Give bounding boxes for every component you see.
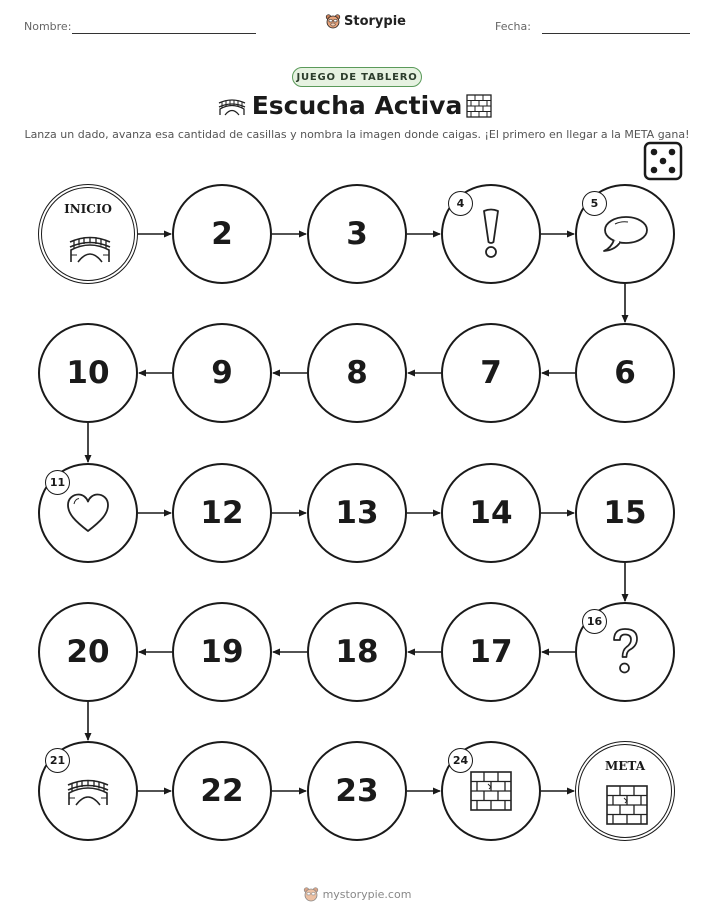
board-space-22 (172, 741, 272, 841)
board-space-14 (441, 463, 541, 563)
start-label: INICIO (64, 202, 112, 216)
space-number-badge: 4 (448, 191, 473, 216)
space-number-badge: 11 (45, 470, 70, 495)
space-number: 10 (66, 355, 110, 391)
board-space-3 (307, 184, 407, 284)
board-space-10 (38, 323, 138, 423)
speech-bubble-icon (601, 214, 649, 254)
name-label: Nombre: (24, 20, 72, 33)
board-space-13 (307, 463, 407, 563)
space-number: 12 (200, 495, 244, 531)
finish-label: META (604, 759, 645, 773)
board-space-15 (575, 463, 675, 563)
board-space-25 (575, 741, 675, 841)
bridge-icon (68, 233, 112, 263)
space-number: 7 (480, 355, 502, 391)
board-space-23 (307, 741, 407, 841)
space-number-badge: 21 (45, 748, 70, 773)
space-number: 15 (603, 495, 647, 531)
space-number: 8 (346, 355, 368, 391)
space-number: 22 (200, 773, 244, 809)
space-number: 19 (200, 634, 244, 670)
storypie-bear-icon (303, 886, 319, 902)
exclamation-icon (480, 208, 502, 260)
date-label: Fecha: (495, 20, 531, 33)
question-mark-icon (610, 627, 640, 677)
board-space-7 (441, 323, 541, 423)
page-title: Escucha Activa (251, 91, 463, 120)
space-number: 14 (469, 495, 513, 531)
space-number: 13 (335, 495, 379, 531)
space-number-badge: 24 (448, 748, 473, 773)
board-space-1 (38, 184, 138, 284)
space-number-badge: 5 (582, 191, 607, 216)
space-number: 2 (211, 216, 233, 252)
board-space-9 (172, 323, 272, 423)
brand-name: Storypie (344, 13, 406, 29)
space-number: 9 (211, 355, 233, 391)
brick-wall-icon (469, 770, 513, 812)
space-number: 18 (335, 634, 379, 670)
space-number: 20 (66, 634, 110, 670)
board-space-19 (172, 602, 272, 702)
heart-icon (65, 492, 111, 534)
board-space-12 (172, 463, 272, 563)
space-number: 23 (335, 773, 379, 809)
space-number: 6 (614, 355, 636, 391)
space-number: 17 (469, 634, 513, 670)
board-space-8 (307, 323, 407, 423)
space-number-badge: 16 (582, 609, 607, 634)
bridge-icon (66, 776, 110, 806)
footer-url: mystorypie.com (322, 887, 412, 901)
board-space-18 (307, 602, 407, 702)
board-space-20 (38, 602, 138, 702)
brick-wall-icon (605, 784, 649, 826)
instructions: Lanza un dado, avanza esa cantidad de casillas y nombra la imagen donde caigas. ¡El primero en llegar a la META gana! (24, 128, 690, 141)
board-space-6 (575, 323, 675, 423)
space-number: 3 (346, 216, 368, 252)
board-space-17 (441, 602, 541, 702)
game-type-tag: JUEGO DE TABLERO (292, 67, 422, 87)
footer (0, 886, 714, 902)
board-space-2 (172, 184, 272, 284)
